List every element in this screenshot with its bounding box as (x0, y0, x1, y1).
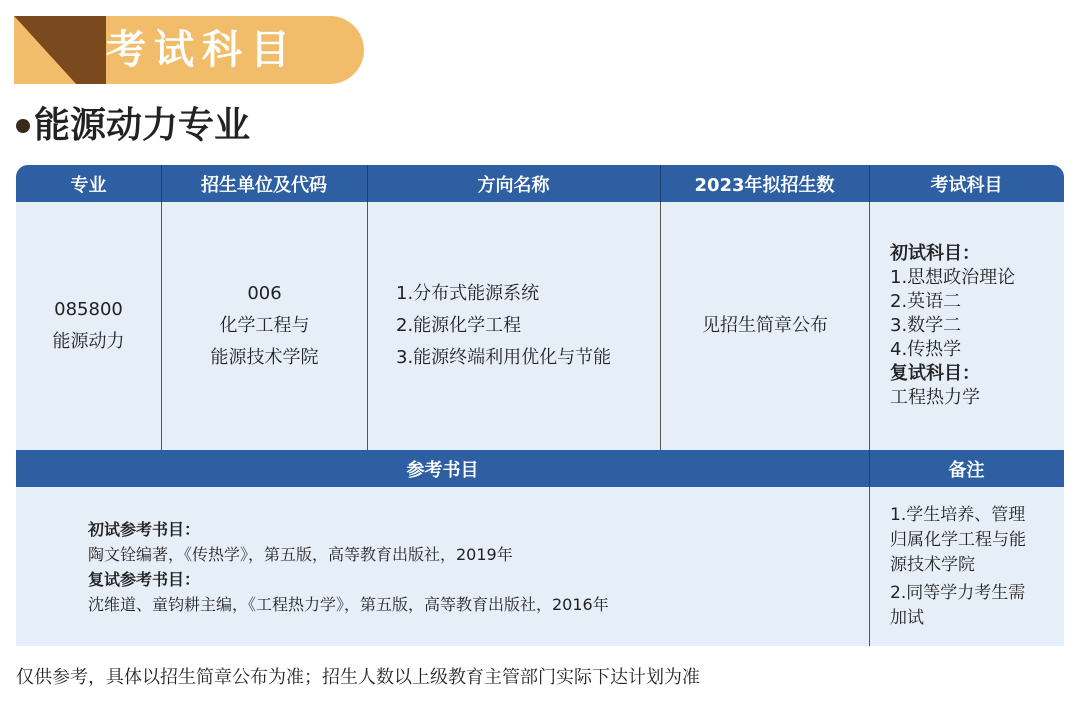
initial-refs-label: 初试参考书目： (88, 519, 201, 539)
major-code: 085800 (54, 299, 123, 320)
subject-item: 3.数学二 (890, 315, 962, 336)
exam-table (16, 165, 1064, 646)
note-line: 源技术学院 (890, 554, 975, 575)
enrollment-text: 见招生简章公布 (702, 315, 828, 336)
note-line: 1.学生培养、管理 (890, 504, 1026, 525)
cell-major (16, 202, 161, 450)
retest-refs-label: 复试参考书目： (88, 569, 201, 589)
unit-name-line2: 能源技术学院 (210, 347, 319, 368)
direction-item: 2.能源化学工程 (396, 315, 522, 336)
retest-ref: 沈维道、童钧耕主编，《工程热力学》，第五版，高等教育出版社，2016年 (88, 594, 609, 614)
unit-code: 006 (247, 283, 282, 304)
initial-ref: 陶文铨编著，《传热学》，第五版，高等教育出版社，2019年 (88, 544, 513, 564)
header-unit: 招生单位及代码 (201, 174, 327, 196)
title-banner (14, 16, 364, 84)
note-line: 归属化学工程与能 (890, 529, 1026, 550)
unit-name-line1: 化学工程与 (219, 315, 310, 336)
ref-header: 参考书目 (16, 450, 869, 487)
bullet-dot-icon (16, 119, 30, 133)
direction-item: 1.分布式能源系统 (396, 283, 540, 304)
section-heading (16, 104, 250, 148)
header-major: 专业 (70, 174, 107, 196)
note-line: 2.同等学力考生需 (890, 582, 1026, 603)
cell-enrollment (661, 202, 869, 450)
cell-directions (368, 202, 660, 450)
banner-title: 考试科目 (106, 27, 298, 73)
subject-item: 1.思想政治理论 (890, 267, 1016, 288)
retest-subjects-label: 复试科目： (890, 363, 980, 384)
subject-item: 4.传热学 (890, 339, 962, 360)
header-exam: 考试科目 (930, 174, 1003, 196)
major-name: 能源动力 (52, 331, 125, 352)
cell-exam-subjects (870, 202, 1064, 450)
note-line: 加试 (890, 607, 924, 628)
section-title: 能源动力专业 (34, 105, 251, 146)
cell-unit (162, 202, 367, 450)
notes-header: 备注 (869, 450, 1064, 487)
cell-references (16, 487, 869, 646)
retest-subject: 工程热力学 (890, 387, 980, 408)
initial-subjects-label: 初试科目： (890, 243, 980, 264)
cell-notes (870, 487, 1064, 646)
header-direction: 方向名称 (477, 174, 550, 196)
header-enrollment: 2023年拟招生数 (694, 174, 835, 196)
footnote: 仅供参考，具体以招生简章公布为准；招生人数以上级教育主管部门实际下达计划为准 (16, 667, 700, 688)
direction-item: 3.能源终端利用优化与节能 (396, 347, 612, 368)
subject-item: 2.英语二 (890, 291, 962, 312)
